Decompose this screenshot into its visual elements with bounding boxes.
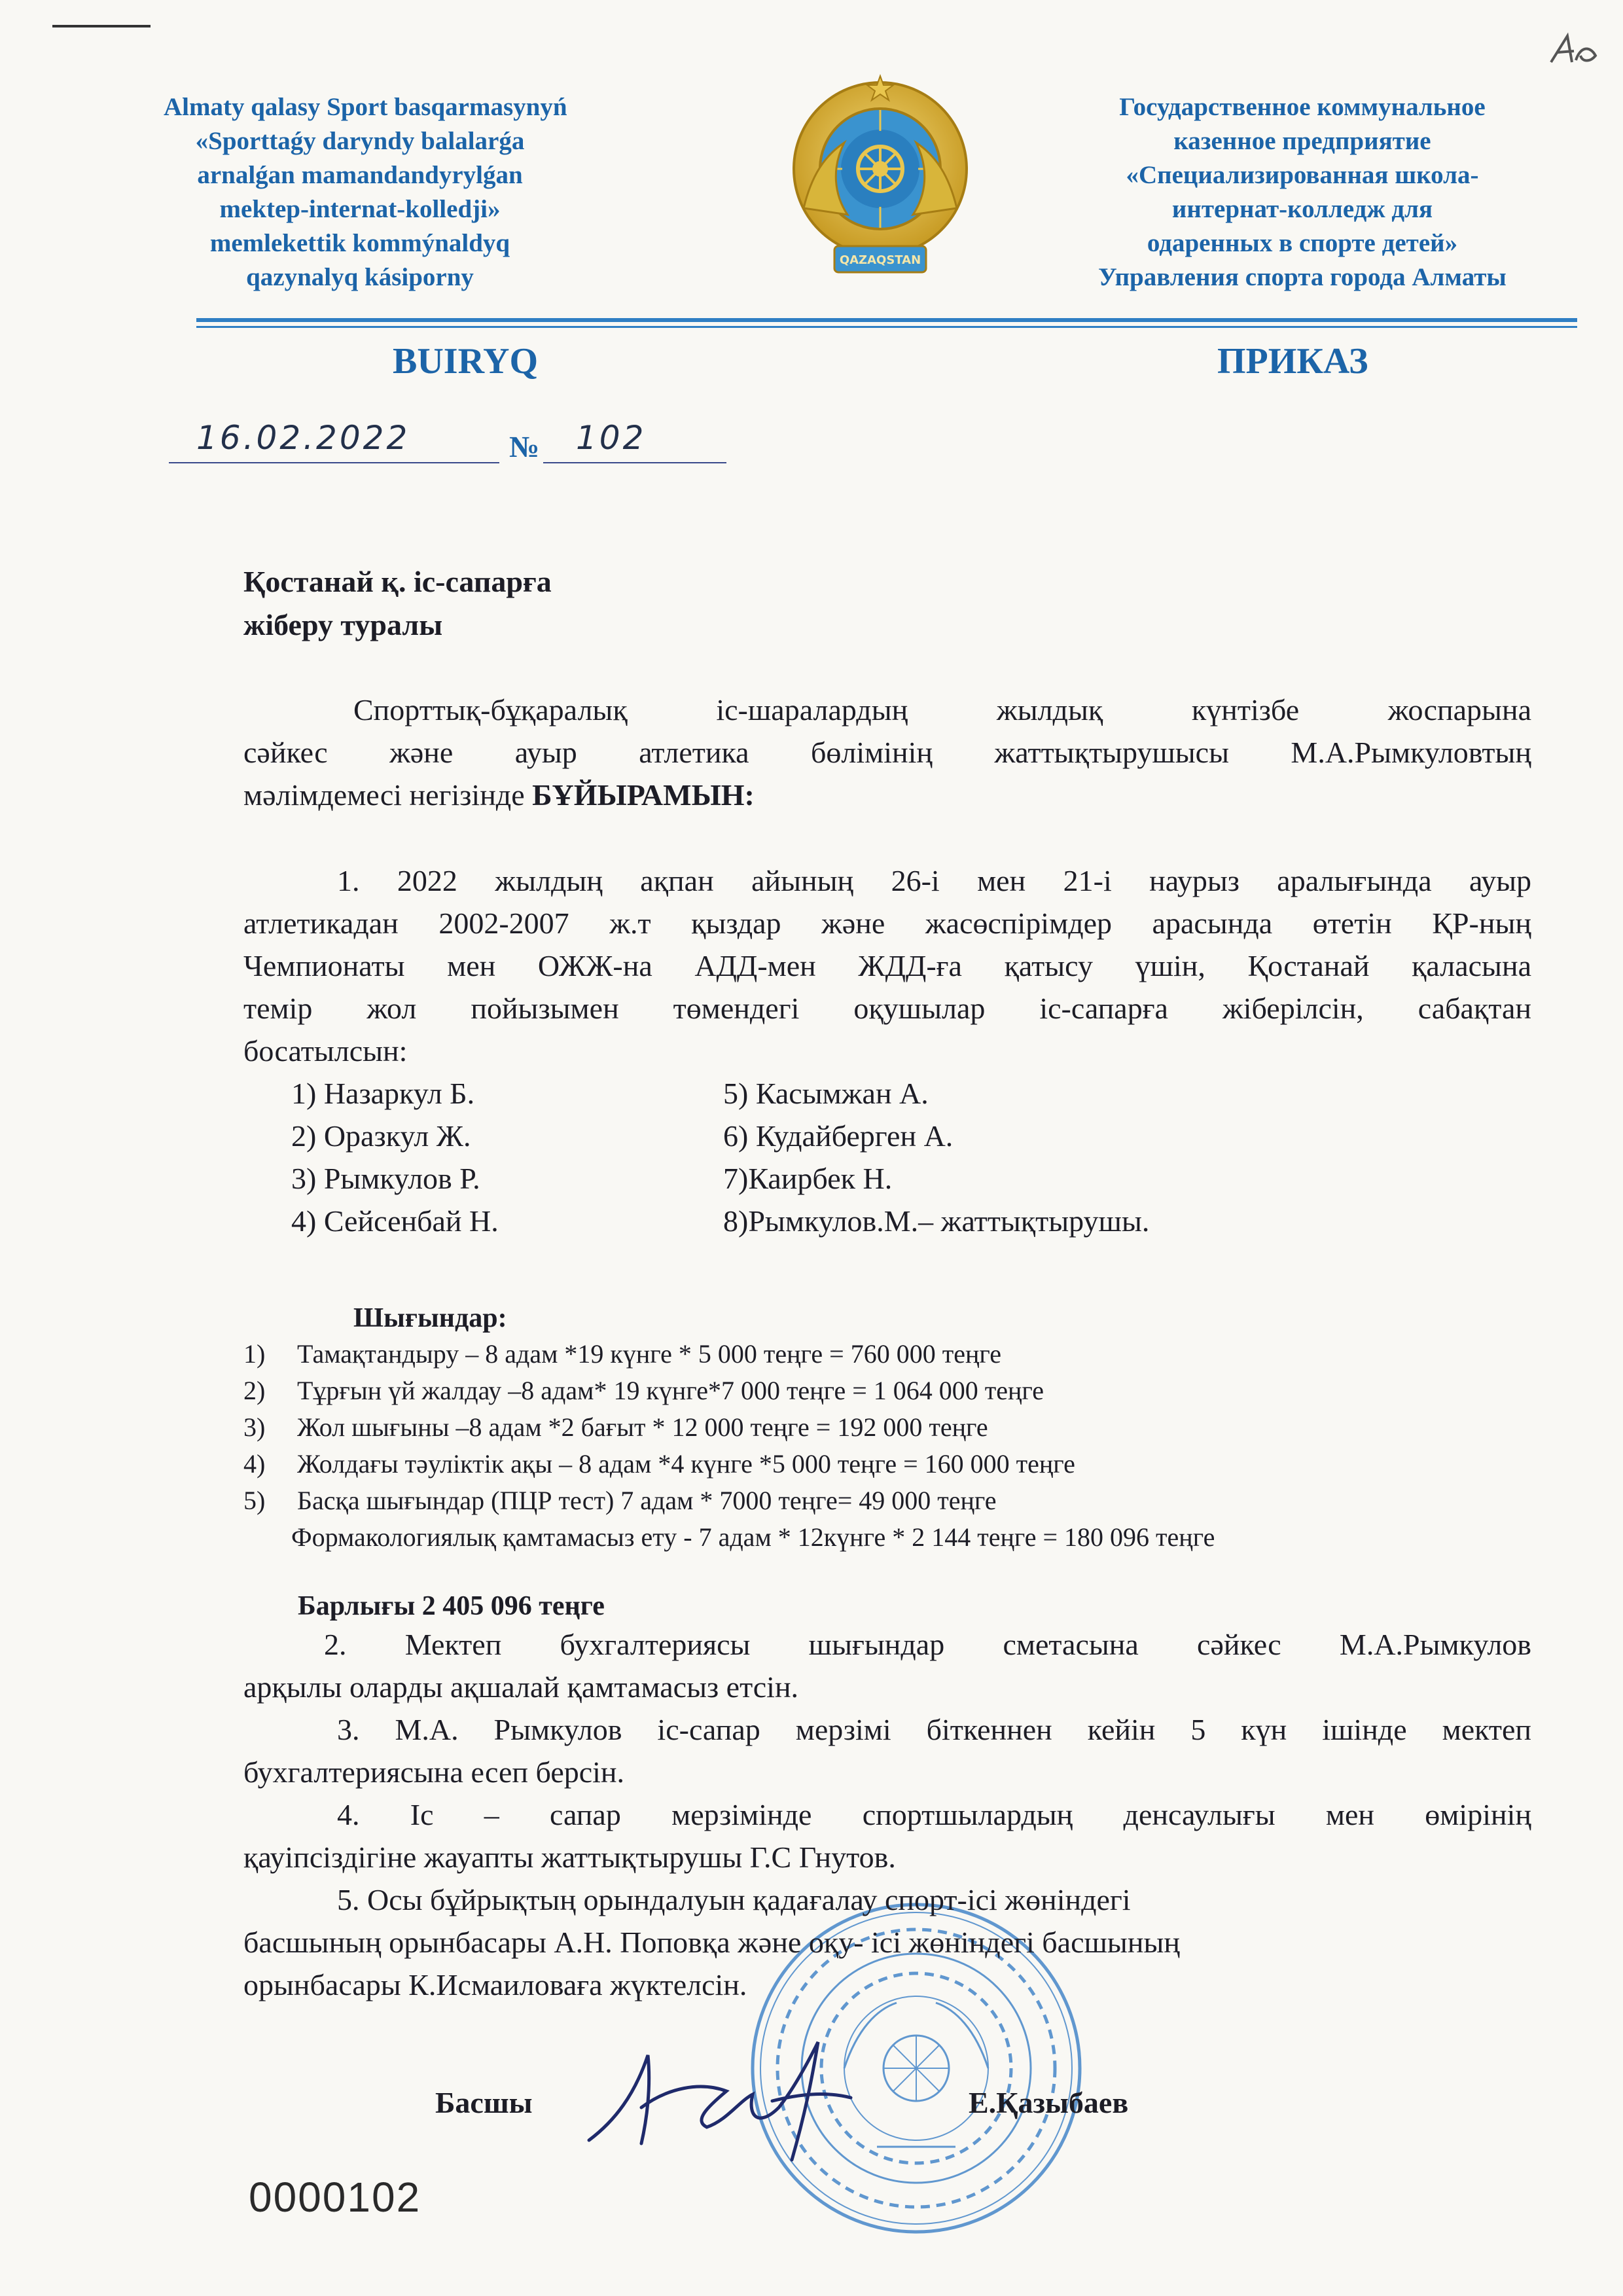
preamble-text: мәлімдемесі негізінде [243,778,533,812]
signatory-name: Е.Қазыбаев [969,2086,1129,2119]
item4-line: 4. Іс – сапар мерзімінде спортшылардың денсаулығы мен өмірінің [337,1798,1531,1831]
student-item: 8)Рымкулов.М.– жаттықтырушы. [723,1204,1150,1238]
expense-item [243,1485,997,1516]
expense-num: 3) [243,1412,266,1442]
item1-line: 1. 2022 жылдың ақпан айының 26-і мен 21-і наурыз аралығында ауыр [337,864,1531,897]
item5-line: орынбасары К.Исмаиловаға жүктелсін. [243,1968,747,2001]
corner-initial-mark [1544,26,1603,72]
item5-line: басшының орынбасары А.Н. Поповқа және оқу- ісі жөніндегі басшының [243,1926,1180,1959]
header-russian-line: казенное предприятие [1173,127,1431,155]
expense-num: 2) [243,1376,266,1405]
expense-text: Тұрғын үй жалдау –8 адам* 19 күнге*7 000 теңге = 1 064 000 теңге [297,1376,1044,1405]
item3-line: 3. М.А. Рымкулов іс-сапар мерзімі біткеннен кейін 5 күн ішінде мектеп [337,1713,1531,1746]
expense-extra: Формакологиялық қамтамасыз ету - 7 адам * 12күнге * 2 144 теңге = 180 096 теңге [291,1522,1215,1552]
preamble-line: Спорттық-бұқаралық іс-шаралардың жылдық күнтізбе жоспарына [353,693,1531,726]
header-latin-org-name [164,90,567,295]
order-keyword: БҰЙЫРАМЫН: [532,778,755,812]
item2-line: 2. Мектеп бухгалтериясы шығындар сметасына сәйкес М.А.Рымкулов [324,1628,1531,1661]
item4-line: қауіпсіздігіне жауапты жаттықтырушы Г.С Гнутов. [243,1840,896,1874]
state-emblem-icon [785,71,975,287]
header-russian-line: интернат-колледж для [1171,195,1433,223]
expense-item [243,1338,1001,1369]
title-latin: BUIRYQ [393,341,539,382]
item1-line: атлетикадан 2002-2007 ж.т қыздар және жасөспірімдер арасында өтетін ҚР-ның [243,906,1531,940]
number-sign: № [509,430,540,463]
header-latin-line: mektep-internat-kolledji» [219,195,501,223]
header-russian-line: Государственное коммунальное [1119,93,1486,121]
subject-line: Қостанай қ. іс-сапарға [243,565,552,598]
header-latin-line: «Sporttaǵy daryndy balalarǵa [195,127,525,155]
student-item: 4) Сейсенбай Н. [291,1204,499,1238]
header-latin-line: Almaty qalasy Sport basqarmasynyń [164,93,567,121]
header-russian-org-name [1034,90,1571,295]
student-item: 5) Касымжан А. [723,1077,929,1110]
expenses-total: Барлығы 2 405 096 теңге [298,1591,605,1621]
date-underline [169,462,499,463]
item1-line: босатылсын: [243,1034,408,1067]
item1-line: темір жол пойызымен төмендегі оқушылар іс-сапарға жіберілсін, сабақтан [243,992,1531,1025]
expense-text: Тамақтандыру – 8 адам *19 күнге * 5 000 теңге = 760 000 теңге [297,1339,1001,1369]
expense-num: 1) [243,1339,266,1369]
student-item: 6) Кудайберген А. [723,1119,954,1153]
handwritten-signature [576,2029,864,2173]
scan-edge-line [52,25,151,27]
emblem-ribbon-text: QAZAQSTAN [839,253,921,267]
header-latin-line: memlekettik kommýnaldyq [209,229,510,257]
document-serial-number: 0000102 [249,2174,421,2221]
header-rule-thick [196,318,1577,322]
student-item: 7)Каирбек Н. [723,1162,893,1195]
expense-text: Жол шығыны –8 адам *2 бағыт * 12 000 теңге = 192 000 теңге [297,1412,988,1442]
expense-text: Жолдағы тәуліктік ақы – 8 адам *4 күнге *5 000 теңге = 160 000 теңге [297,1449,1075,1479]
header-russian-line: одаренных в спорте детей» [1147,229,1458,257]
header-rule-thin [196,326,1577,328]
student-item: 3) Рымкулов Р. [291,1162,480,1195]
signatory-role: Басшы [435,2086,533,2119]
preamble-line: сәйкес және ауыр атлетика бөлімінің жаттықтырушысы М.А.Рымкуловтың [243,736,1531,769]
order-number: 102 [576,419,647,457]
student-item: 1) Назаркул Б. [291,1077,475,1110]
header-russian-line: Управления спорта города Алматы [1098,263,1507,291]
header-latin-line: qazynalyq kásiporny [246,263,474,291]
expense-num: 4) [243,1449,266,1479]
item1-line: Чемпионаты мен ОЖЖ-на АДД-мен ЖДД-ға қатысу үшін, Қостанай қаласына [243,949,1531,982]
expense-item [243,1412,988,1443]
expense-text: Басқа шығындар (ПЦР тест) 7 адам * 7000 теңге= 49 000 теңге [297,1486,997,1515]
order-date: 16.02.2022 [196,419,410,457]
expense-item [243,1375,1044,1406]
number-underline [543,462,726,463]
subject-line: жіберу туралы [243,608,443,641]
preamble-line [243,774,755,816]
item5-line: 5. Осы бұйрықтың орындалуын қадағалау спорт-ісі жөніндегі [337,1883,1131,1916]
student-item: 2) Оразкул Ж. [291,1119,471,1153]
item3-line: бухгалтериясына есеп берсін. [243,1755,625,1789]
expense-num: 5) [243,1486,266,1515]
header-russian-line: «Специализированная школа- [1126,161,1479,189]
title-russian: ПРИКАЗ [1217,341,1368,382]
item2-line: арқылы оларды ақшалай қамтамасыз етсін. [243,1670,799,1704]
expenses-heading: Шығындар: [353,1303,507,1333]
header-latin-line: arnalǵan mamandandyrylǵan [197,161,523,189]
expense-item [243,1448,1075,1479]
